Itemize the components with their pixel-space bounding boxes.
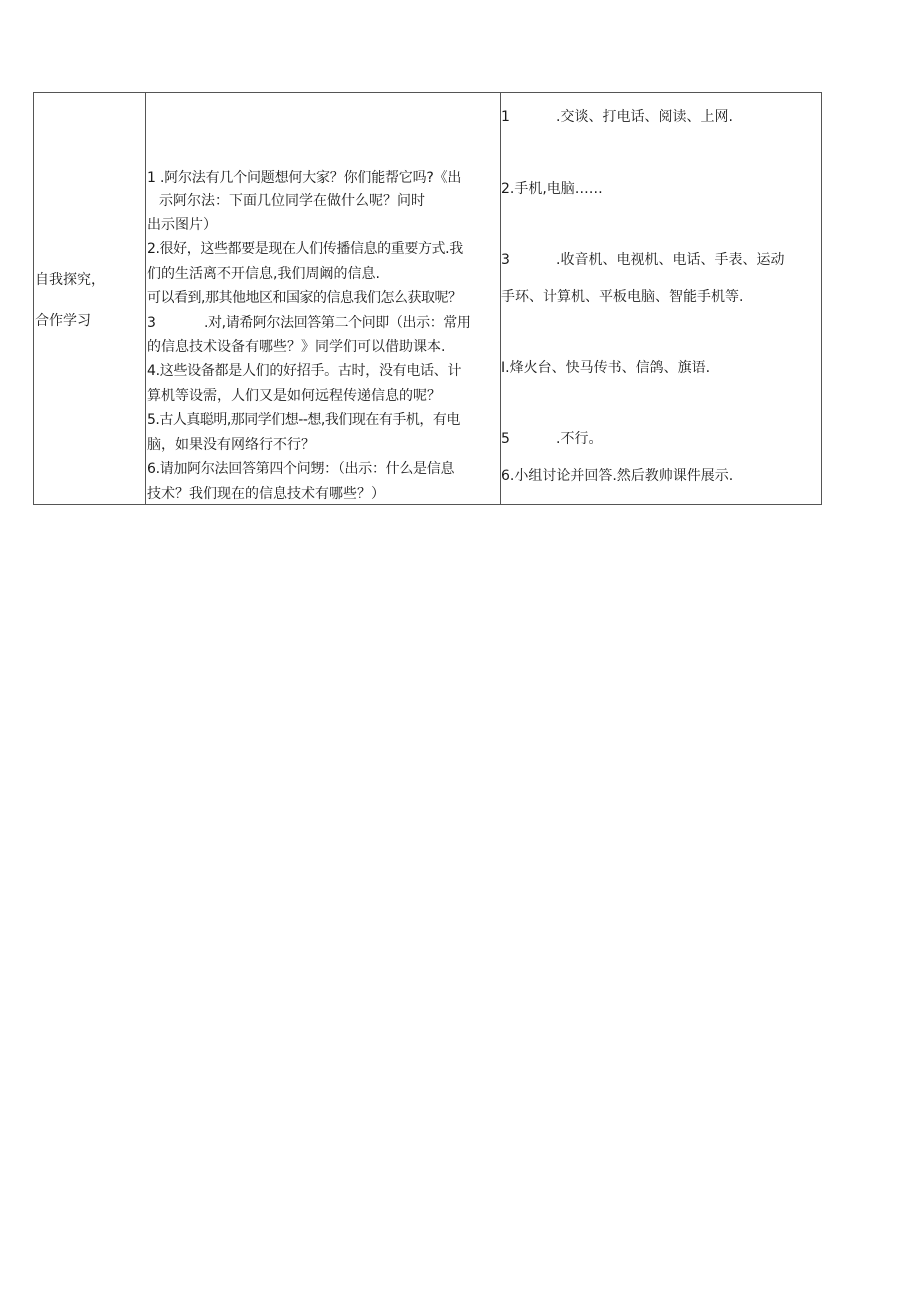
teacher-line-number: 3	[147, 315, 156, 331]
student-answer-number: 1	[501, 109, 510, 125]
teacher-line: 出示图片）	[147, 217, 217, 233]
student-answer: 手环、计算机、平板电脑、智能手机等.	[501, 289, 744, 305]
student-answer: 6.小组讨论并回答.然后教帅课件展示.	[501, 468, 734, 484]
teacher-line: 可以看到,那其他地区和国家的信息我们怎么获取呢？	[147, 290, 462, 306]
student-answer-number: 5	[501, 431, 510, 447]
teacher-line: 1 .阿尔法有几个问题想何大家？你们能帮它吗?《出	[147, 170, 462, 186]
teacher-line: 算机等设需，人们又是如何远程传递信息的呢？	[147, 388, 441, 404]
teacher-line: 脑，如果没有网络行不行？	[147, 437, 315, 453]
teacher-line: 5.古人真聪明,那同学们想--想,我们现在有手机，有电	[147, 412, 460, 428]
teacher-line: 4.这些设备都是人们的好招手。古时，没有电话、计	[147, 363, 462, 379]
lesson-table	[33, 92, 822, 505]
column-divider	[145, 93, 146, 504]
section-label-line1: 自我探究，	[35, 272, 105, 288]
teacher-line: 6.请加阿尔法回答第四个问甥：（出示：什么是信息	[147, 461, 455, 477]
teacher-line: 2.很好，这些都要是现在人们传播信息的重要方式.我	[147, 241, 463, 257]
teacher-line: 技术？我们现在的信息技术有哪些？）	[147, 486, 385, 502]
student-answer-number: 3	[501, 252, 510, 268]
teacher-line: .对,请希阿尔法回答第二个问即（出示：常用	[204, 315, 471, 331]
student-answer: 2.手机,电脑……	[501, 181, 603, 197]
student-answer: .交谈、打电话、阅读、上网.	[556, 109, 733, 125]
teacher-line: 示阿尔法：下面几位同学在做什么呢？问时	[159, 193, 425, 209]
teacher-line: 们的生活离不开信息,我们周阚的信息.	[147, 266, 380, 282]
student-answer: .不行。	[556, 431, 603, 447]
section-label-line2: 合作学习	[35, 313, 91, 329]
teacher-line: 的信息技术设备有哪些？》同学们可以借助课本.	[147, 339, 446, 355]
student-answer: I.烽火台、快马传书、信鸽、旗语.	[501, 360, 711, 376]
student-answer: .收音机、电视机、电话、手表、运动	[556, 252, 785, 268]
